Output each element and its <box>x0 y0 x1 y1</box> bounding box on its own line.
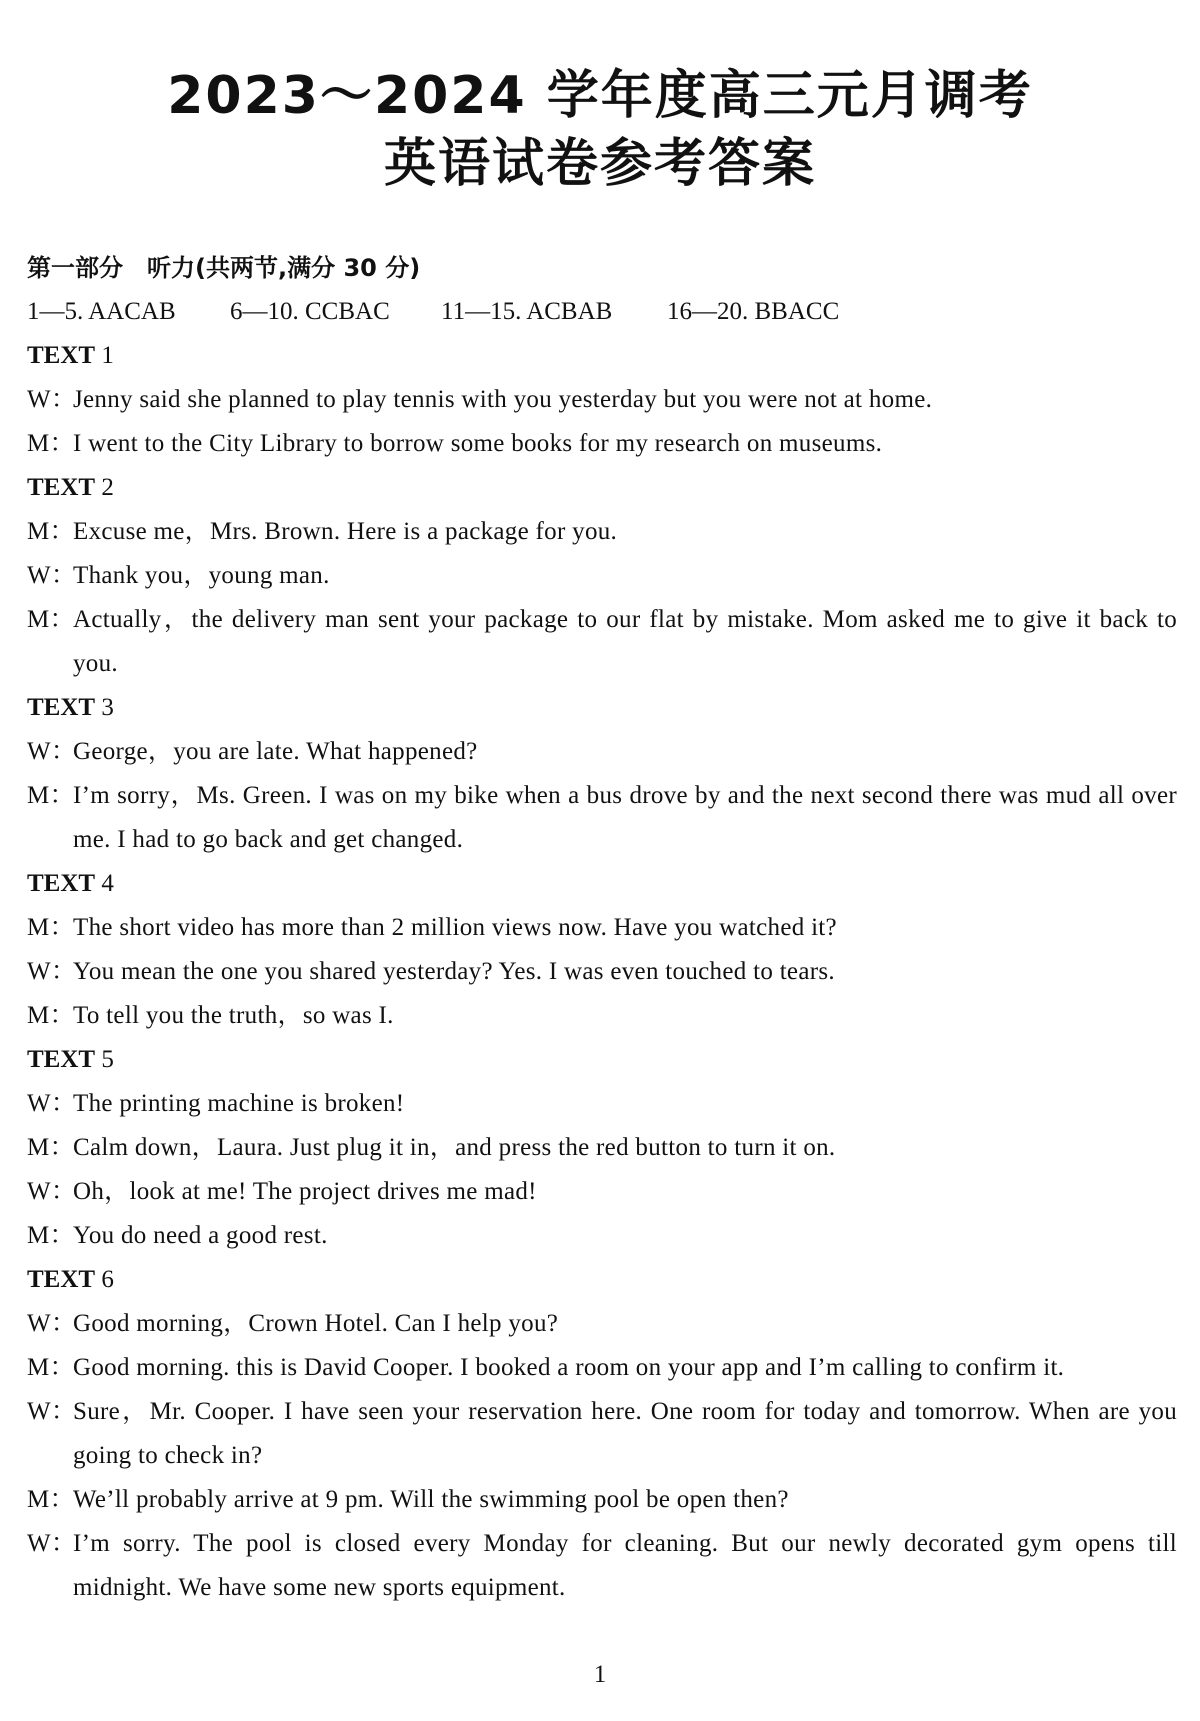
text-label-number: 6 <box>101 1266 114 1293</box>
speaker-label: M： <box>27 782 75 809</box>
utterance-text: Good morning. this is David Cooper. I booked a room on your app and I’m calling to confirm it. <box>73 1354 1065 1381</box>
dialogue-line <box>27 422 1177 466</box>
text-label-number: 1 <box>101 342 114 369</box>
speaker-label: W： <box>27 1178 77 1205</box>
text-label-word: TEXT <box>27 694 96 721</box>
speaker-label: M： <box>27 606 75 633</box>
text-label-number: 4 <box>101 870 114 897</box>
text-label <box>27 1258 1177 1302</box>
answer-group: 11—15. ACBAB <box>441 298 613 325</box>
text-label-word: TEXT <box>27 1266 96 1293</box>
dialogue-line <box>27 1302 1177 1346</box>
speaker-label: M： <box>27 1222 75 1249</box>
dialogue-line <box>27 1126 1177 1170</box>
speaker-label: M： <box>27 430 75 457</box>
dialogue-line <box>27 1214 1177 1258</box>
utterance-text: Jenny said she planned to play tennis with you yesterday but you were not at home. <box>73 386 933 413</box>
speaker-label: W： <box>27 386 77 413</box>
answer-group: 16—20. BBACC <box>667 298 840 325</box>
utterance-text: Actually，the delivery man sent your package to our flat by mistake. Mom asked me to give it back to you. <box>73 606 1177 677</box>
utterance-text: The short video has more than 2 million views now. Have you watched it? <box>73 914 837 941</box>
speaker-label: M： <box>27 518 75 545</box>
title-line-1: 2023～2024 学年度高三元月调考 <box>167 66 1033 126</box>
dialogue-line <box>27 510 1177 554</box>
text-label <box>27 466 1177 510</box>
document-title <box>0 62 1200 198</box>
dialogue-line <box>27 1170 1177 1214</box>
utterance-text: I’m sorry，Ms. Green. I was on my bike when a bus drove by and the next second there was mud all over me. I had to go back and get changed. <box>73 782 1177 853</box>
text-label-word: TEXT <box>27 342 96 369</box>
speaker-label: W： <box>27 1530 77 1557</box>
text-label-number: 5 <box>101 1046 114 1073</box>
dialogue-line <box>27 1346 1177 1390</box>
utterance-text: Good morning，Crown Hotel. Can I help you? <box>73 1310 559 1337</box>
text-label-word: TEXT <box>27 474 96 501</box>
listening-transcripts <box>27 334 1177 1610</box>
utterance-text: I’m sorry. The pool is closed every Monday for cleaning. But our newly decorated gym opens till midnight. We have some new sports equipment. <box>73 1530 1177 1601</box>
dialogue-line <box>27 598 1177 686</box>
text-label <box>27 334 1177 378</box>
dialogue-line <box>27 1082 1177 1126</box>
dialogue-line <box>27 950 1177 994</box>
speaker-label: W： <box>27 1398 77 1425</box>
dialogue-line <box>27 994 1177 1038</box>
dialogue-line <box>27 554 1177 598</box>
answer-group: 1—5. AACAB <box>27 298 176 325</box>
utterance-text: I went to the City Library to borrow some books for my research on museums. <box>73 430 883 457</box>
title-line-2: 英语试卷参考答案 <box>383 134 816 194</box>
utterance-text: We’ll probably arrive at 9 pm. Will the swimming pool be open then? <box>73 1486 789 1513</box>
dialogue-line <box>27 774 1177 862</box>
utterance-text: George，you are late. What happened? <box>73 738 478 765</box>
utterance-text: Excuse me，Mrs. Brown. Here is a package for you. <box>73 518 618 545</box>
text-label-word: TEXT <box>27 870 96 897</box>
dialogue-line <box>27 906 1177 950</box>
utterance-text: Oh，look at me! The project drives me mad! <box>73 1178 537 1205</box>
section-heading: 第一部分 听力(共两节,满分 30 分) <box>27 254 421 282</box>
answer-key-row <box>27 290 1177 334</box>
speaker-label: M： <box>27 1002 75 1029</box>
answer-content <box>27 246 1177 1610</box>
text-label-number: 3 <box>101 694 114 721</box>
speaker-label: W： <box>27 1310 77 1337</box>
text-label-number: 2 <box>101 474 114 501</box>
speaker-label: W： <box>27 1090 77 1117</box>
text-label-word: TEXT <box>27 1046 96 1073</box>
speaker-label: M： <box>27 1354 75 1381</box>
text-label <box>27 1038 1177 1082</box>
utterance-text: Thank you，young man. <box>73 562 330 589</box>
speaker-label: W： <box>27 738 77 765</box>
speaker-label: M： <box>27 1134 75 1161</box>
utterance-text: To tell you the truth，so was I. <box>73 1002 394 1029</box>
dialogue-line <box>27 378 1177 422</box>
utterance-text: The printing machine is broken! <box>73 1090 405 1117</box>
utterance-text: Calm down，Laura. Just plug it in，and press the red button to turn it on. <box>73 1134 836 1161</box>
page-number: 1 <box>593 1661 607 1688</box>
speaker-label: M： <box>27 914 75 941</box>
utterance-text: Sure，Mr. Cooper. I have seen your reservation here. One room for today and tomorrow. When are you going to check in? <box>73 1398 1177 1469</box>
speaker-label: M： <box>27 1486 75 1513</box>
dialogue-line <box>27 1478 1177 1522</box>
text-label <box>27 686 1177 730</box>
dialogue-line <box>27 1390 1177 1478</box>
utterance-text: You do need a good rest. <box>73 1222 328 1249</box>
text-label <box>27 862 1177 906</box>
dialogue-line <box>27 1522 1177 1610</box>
speaker-label: W： <box>27 958 77 985</box>
answer-group: 6—10. CCBAC <box>230 298 390 325</box>
speaker-label: W： <box>27 562 77 589</box>
utterance-text: You mean the one you shared yesterday? Yes. I was even touched to tears. <box>73 958 835 985</box>
dialogue-line <box>27 730 1177 774</box>
